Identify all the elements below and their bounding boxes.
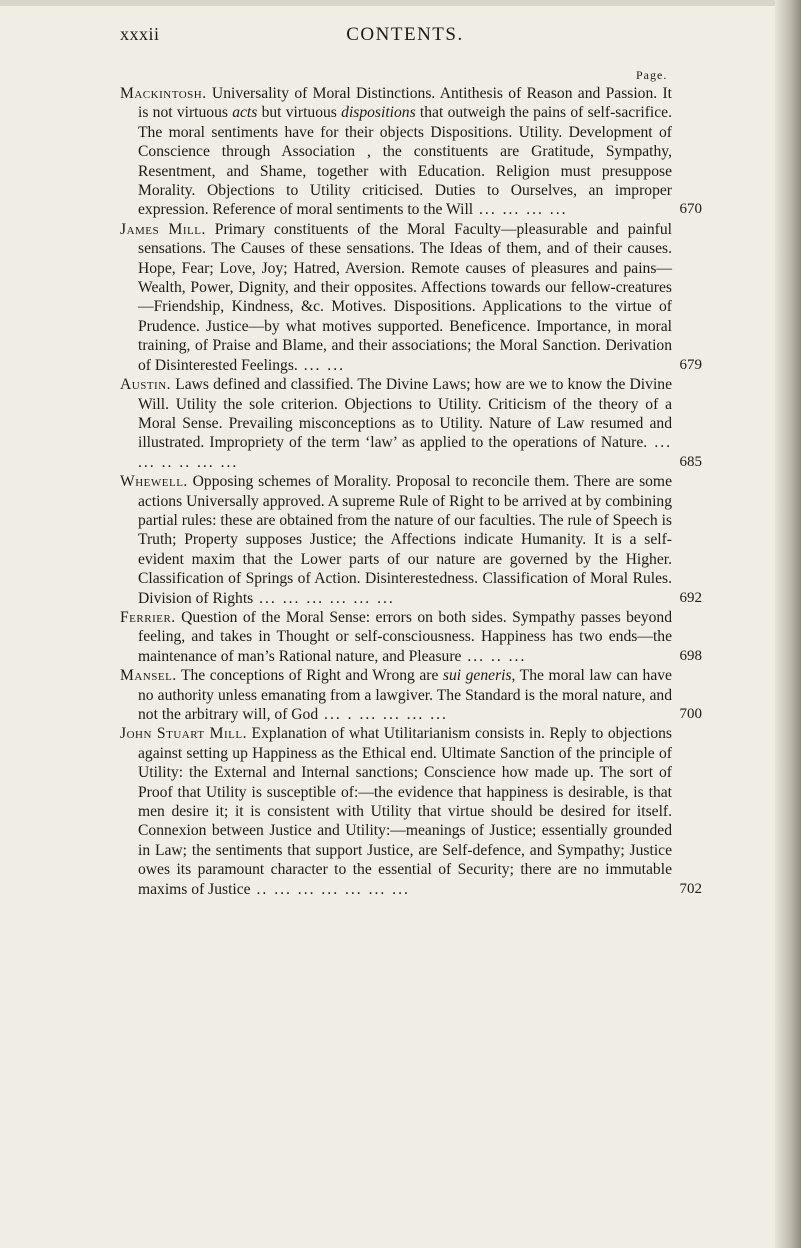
leader-dots: ... ... ... ... ... ...	[253, 589, 395, 607]
entry-text: Universality of Moral Distinctions. Antithesis of Reason and Passion. It is not virtuous	[138, 85, 672, 122]
page-number: xxxii	[120, 24, 160, 44]
leader-dots: ... .. ...	[461, 647, 527, 665]
entry-emphasis: acts	[232, 104, 258, 122]
contents-entry-whewell	[120, 472, 702, 608]
entry-emphasis: sui generis	[442, 667, 512, 685]
leader-dots: .. ... ... ... ... ... ...	[250, 880, 410, 898]
entry-text: Primary constituents of the Moral Faculty—pleasurable and painful sensations. The Causes of these sensations. The Ideas of them, and of their causes. Hope, Fear; Love, Joy; Hatred, Aversion. Remote causes of pleasures and pains—Wealth, Power, Dignity, and their opposites. Affections towards our fellow-creatures—Friendship, Kindness, &c. Motives. Dispositions. Applications to the virtue of Prudence. Justice—by what motives supported. Beneficence. Importance, in moral training, of Praise and Blame, and their associations; the Moral Sanction. Derivation of Disinterested Feelings.	[138, 220, 672, 374]
entry-author: Mackintosh.	[120, 85, 207, 102]
contents-entry-mackintosh	[120, 84, 702, 220]
entry-author: James Mill.	[120, 220, 206, 238]
entry-author: Whewell.	[120, 473, 188, 491]
entry-page-number: 670	[679, 201, 702, 218]
entry-author: Ferrier.	[120, 608, 176, 626]
contents-entry-james-mill	[120, 220, 702, 375]
running-head	[120, 24, 690, 54]
contents-entry-john-stuart-mill	[120, 724, 702, 899]
entry-author: Austin.	[120, 376, 172, 394]
entry-text: but virtuous	[257, 104, 342, 122]
leader-dots: ... ... ... ...	[473, 201, 568, 219]
entry-text: Opposing schemes of Morality. Proposal to reconcile them. There are some actions Universally approved. A supreme Rule of Right to be arrived at by combining partial rules: these are obtained from the nature of our faculties. The rule of Speech is Truth; Property supposes Justice; the Affections indicate Humanity. It is a self-evident maxim that the Lower parts of our nature are governed by the Higher. Classification of Springs of Action. Disinterestedness. Classification of Moral Rules. Division of Rights	[138, 473, 672, 607]
entry-text: The conceptions of Right and Wrong are	[176, 667, 443, 685]
contents-entry-ferrier	[120, 608, 702, 666]
leader-dots: ... ...	[297, 356, 345, 374]
entry-page-number: 702	[679, 880, 702, 897]
leader-dots: ... . ... ... ... ...	[318, 706, 448, 723]
entry-text: Laws defined and classified. The Divine Laws; how are we to know the Divine Will. Utility the sole criterion. Objections to Utility. Criticism of the theory of a Moral Sense. Prevailing misconceptions as to Utility. Nature of Law resumed and illustrated. Impropriety of the term ‘law’ as applied to the operations of Nature.	[138, 376, 672, 452]
page-column-label: Page.	[636, 68, 668, 82]
entry-page-number: 685	[679, 453, 702, 470]
contents-list	[120, 84, 702, 899]
entry-page-number: 698	[679, 647, 702, 664]
entry-page-number: 692	[679, 589, 702, 606]
entry-text: , The moral law can have no authority unless emanating from a lawgiver. The Standard is the moral nature, and not the arbitrary will, of God	[138, 667, 672, 723]
leader-dots: ... ... .. .. ... ...	[138, 434, 673, 471]
page-title: CONTENTS.	[346, 24, 464, 45]
page-gutter	[775, 0, 801, 1248]
entry-text: that outweigh the pains of self-sacrifice. The moral sentiments have for their objects Dispositions. Utility. Development of Conscience through Association , the constituents are Gratitude, Sympathy, Resentment, and Shame, together with Education. Religion must presuppose Morality. Objections to Utility criticised. Duties to Ourselves, an improper expression. Reference of moral sentiments to the Will	[138, 104, 672, 219]
contents-entry-austin	[120, 375, 702, 472]
entry-text: Explanation of what Utilitarianism consists in. Reply to objections against setting up Happiness as the Ethical end. Ultimate Sanction of the principle of Utility: the External and Internal sanctions; Conscience how made up. The sort of Proof that Utility is susceptible of:—the evidence that happiness is desirable, is that men desire it; it is consistent with Utility that virtue should be desired for itself. Connexion between Justice and Utility:—meanings of Justice; essentially grounded in Law; the sentiments that support Justice, are Self-defence, and Sympathy; Justice owes its paramount character to the essential of Security; there are no immutable maxims of Justice	[138, 725, 672, 898]
entry-author: John Stuart Mill.	[120, 725, 248, 743]
contents-entry-mansel	[120, 666, 702, 724]
entry-text: Question of the Moral Sense: errors on both sides. Sympathy passes beyond feeling, and takes in Thought or self-consciousness. Happiness has two ends—the maintenance of man’s Rational nature, and Pleasure	[138, 608, 672, 665]
entry-emphasis: dispositions	[341, 104, 416, 122]
entry-author: Mansel.	[120, 667, 177, 685]
entry-page-number: 679	[679, 356, 702, 373]
entry-page-number: 700	[679, 706, 702, 722]
top-edge	[0, 0, 775, 6]
